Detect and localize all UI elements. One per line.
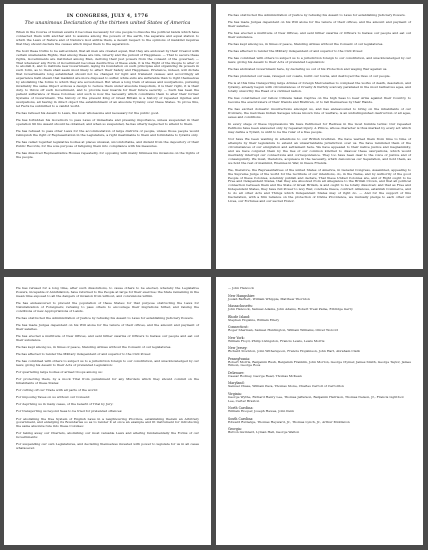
paragraph: He has made Judges dependent on his Will alone for the tenure of their offices, and the amount and payment of their salaries. [16,322,199,331]
paragraph: He has refused his Assent to Laws, the most wholesome and necessary for the public good. [16,110,160,115]
paragraph: He has excited domestic insurrections amongst us, and has endeavoured to bring on the inhabitants of our frontiers, the merciless Indian Savages whose known rule of warfare, is an undistinguished destruction of all ages, sexes and conditions. [228,107,411,120]
signer-names: — John Hancock [228,286,254,290]
paragraph: He has abdicated Government here, by declaring us out of his Protection and waging War against us. [228,67,388,72]
signer-names: Josiah Bartlett, William Whipple, Matthew Thornton [228,296,310,301]
paragraph: For depriving us in many cases, of the benefit of Trial by Jury: [16,402,114,407]
document-subheader: The unanimous Declaration of the thirteen united States of America [24,21,191,26]
state-label: Georgia: [228,427,242,432]
signer-names: Button Gwinnett, Lyman Hall, George Walton [228,430,300,435]
paragraph: He has combined with others to subject us to a jurisdiction foreign to our constitution, and unacknowledged by our laws; giving his Assent to their Acts of pretended Legislation: [16,359,199,367]
paragraph: He has erected a multitude of New Offices, and sent hither swarms of Officers to harass our people and eat out their substance. [228,31,411,39]
document-page-1 [4,4,211,269]
paragraph: He has kept among us, in times of peace, Standing Armies without the Consent of our legislatures. [228,42,384,47]
signer-names: Samuel Chase, William Paca, Thomas Stone, Charles Carroll of Carrollton [228,384,344,389]
signer-names: Caesar Rodney, George Read, Thomas McKean [228,373,302,378]
paragraph: For transporting us beyond Seas to be tried for pretended offences: [16,409,123,414]
signer-names: Roger Sherman, Samuel Huntington, William Williams, Oliver Wolcott [228,328,338,332]
paragraph: He has constrained our fellow Citizens taken Captive on the high Seas to bear Arms against their Country, to become the executioners of their friends and Brethren, or to fall themselves by their Hands. [228,96,411,105]
document-page-4 [216,277,423,545]
signer-names: Stephen Hopkins, William Ellery [228,317,280,322]
paragraph: He has affected to render the Military independent of and superior to the Civil Power. [228,49,363,54]
paragraph: He is at this time transporting large Armies of foreign Mercenaries to compleat the works of death, desolation, and tyranny, already begun with circumstances of Cruelty & Perfidy scarcely paralleled in the most barbarous ages, and totally unworthy the Head of a civilized nation. [228,81,411,94]
paragraph: He has refused to pass other Laws for the accommodation of large districts of people, unless those people would relinquish the right of Representation in the Legislature, a right inestimable to them and formidable to tyrants only. [16,128,199,137]
paragraph: For abolishing the free System of English Laws in a neighbouring Province, establishing therein an Arbitrary government, and enlarging its Boundaries so as to render it at once an example and fit instrument for introducing the same absolute rule into these Colonies: [16,416,199,429]
state-label: South Carolina: [228,416,254,421]
document-header: IN CONGRESS, JULY 4, 1776 [66,14,149,19]
paragraph: He has obstructed the Administration of Justice by refusing his Assent to Laws for establishing Judiciary Powers. [228,13,406,17]
paragraph: He has kept among us, in times of peace, Standing Armies without the Consent of our legislatures. [16,344,172,349]
signer-names: George Wythe, Richard Henry Lee, Thomas Jefferson, Benjamin Harrison, Thomas Nelson, Jr., Francis Lightfoot Lee, Carter Braxton [228,394,404,403]
state-label: Pennsylvania: [228,356,251,361]
paragraph: When in the Course of human events it becomes necessary for one people to dissolve the political bands which have connected them with another and to assume among the powers of the earth, the separate and equal station to which the Laws of Nature and of Nature's God entitle them, a decent respect to the opinions of mankind requires that they should declare the causes which impel them to the separation. [16,30,199,46]
signer-names: William Floyd, Philip Livingston, Francis Lewis, Lewis Morris [228,338,325,343]
signer-names: Robert Morris, Benjamin Rush, Benjamin Franklin, John Morton, George Clymer, James Smith, George Taylor, James Wilson, George Ross [228,359,411,368]
paragraph: For taking away our Charters, abolishing our most valuable Laws and altering fundamentally the Forms of our Governments: [16,431,199,440]
signer-names: Edward Rutledge, Thomas Heyward, Jr., Thomas Lynch, Jr., Arthur Middleton [228,419,350,424]
signer-names: John Hancock, Samuel Adams, John Adams, Robert Treat Paine, Elbridge Gerry [228,307,353,311]
state-label: Rhode Island: [228,314,251,319]
paragraph: He has combined with others to subject us to a jurisdiction foreign to our constitution, and unacknowledged by our laws; giving his Assent to their Acts of pretended Legislation: [228,56,411,65]
paragraph: He has made Judges dependent on his Will alone for the tenure of their offices, and the amount and payment of their salaries. [228,20,411,28]
state-label: Virginia: [228,391,242,396]
paragraph: He has affected to render the Military independent of and superior to the Civil Power. [16,352,151,356]
paragraph: In every stage of these Oppressions We have Petitioned for Redress in the most humble terms: Our repeated Petitions have been answered only by repeated injury. A Prince, whose character is thus marked by every act which may define a Tyrant, is unfit to be the ruler of a free people. [228,122,411,135]
paragraph: He has obstructed the Administration of Justice by refusing his Assent to Laws for establishing Judiciary Powers. [16,315,194,320]
paragraph: We, therefore, the Representatives of the united States of America, in General Congress, Assembled, appealing to the Supreme Judge of the world for the rectitude of our intentions, do, in the Name, and by Authority of the good People of these Colonies, solemnly publish and declare, That these United Colonies are, and of Right ought to be Free and Independent States, that they are Absolved from all Allegiance to the British Crown, and that all political connection between them and the State of Great Britain, is and ought to be totally dissolved; and that as Free and Independent States, they have full Power to levy War, conclude Peace, contract Alliances, establish Commerce, and to do all other Acts and Things which Independent States may of right do. — And for the support of this Declaration, with a firm reliance on the protection of Divine Providence, we mutually pledge to each other our Lives, our Fortunes and our sacred Honor. [228,167,411,203]
state-label: Connecticut: [228,325,249,329]
signer-names: William Hooper, Joseph Hewes, John Penn [228,409,295,414]
state-label: Maryland: [228,381,245,386]
paragraph: For protecting them, by a mock Trial from punishment for any Murders which they should commit on the Inhabitants of these States: [16,377,199,386]
paragraph: For quartering large bodies of armed troops among us: [16,370,103,375]
paragraph: We hold these truths to be self-evident, that all men are created equal, that they are endowed by their Creator with certain unalienable Rights, that among these are Life, Liberty and the pursuit of Happiness. — That to secure these rights, Governments are instituted among Men, deriving their just powers from the consent of the governed, — That whenever any Form of Government becomes destructive of these ends, it is the Right of the People to alter or to abolish it, and to institute new Government, laying its foundation on such principles and organizing its powers in such form, as to them shall seem most likely to effect their Safety and Happiness. Prudence, indeed, will dictate that Governments long established should not be changed for light and transient causes; and accordingly all experience hath shewn that mankind are more disposed to suffer, while evils are sufferable than to right themselves by abolishing the forms to which they are accustomed. But when a long train of abuses and usurpations, pursuing invariably the same Object evinces a design to reduce them under absolute Despotism, it is their right, it is their duty, to throw off such Government, and to provide new Guards for their future security. — Such has been the patient sufferance of these Colonies; and such is now the necessity which constrains them to alter their former Systems of Government. The history of the present King of Great Britain is a history of repeated injuries and usurpations, all having in direct object the establishment of an absolute Tyranny over these States. To prove this, let Facts be submitted to a candid world. [16,48,199,108]
state-label: New Jersey: [228,346,248,350]
paragraph: He has erected a multitude of New Offices, and sent hither swarms of Officers to harass our people and eat out their substance. [16,333,199,342]
paragraph: Nor have We been wanting in attentions to our British brethren. We have warned them from time to time of attempts by their legislature to extend an unwarrantable jurisdiction over us. We have reminded them of the circumstances of our emigration and settlement here. We have appealed to their native justice and magnanimity, and we have conjured them by the ties of our common kindred to disavow these usurpations, which would inevitably interrupt our connections and correspondence. They too have been deaf to the voice of justice and of consanguinity. We must, therefore, acquiesce in the necessity, which denounces our Separation, and hold them, as we hold the rest of mankind, Enemies in War, in Peace Friends. [228,137,411,165]
state-label: Massachusetts: [228,304,254,308]
signer-names: Richard Stockton, John Witherspoon, Francis Hopkinson, John Hart, Abraham Clark [228,349,360,353]
paragraph: He has called together legislative bodies at places unusual, uncomfortable, and distant from the depository of their Public Records, for the sole purpose of fatiguing them into compliance with his measures. [16,139,199,148]
paragraph: For cutting off our Trade with all parts of the world: [16,388,98,393]
state-label: Delaware: [228,370,245,375]
paragraph: He has forbidden his Governors to pass Laws of immediate and pressing importance, unless suspended in their operation till his Assent should be obtained; and when so suspended, he has utterly neglected to attend to them. [16,117,199,126]
paragraph: For suspending our own Legislatures, and declaring themselves invested with power to legislate for us in all cases whatsoever. [16,442,199,451]
state-label: New York: [228,335,245,340]
state-label: North Carolina: [228,406,254,411]
state-label: New Hampshire: [228,293,256,298]
paragraph: He has plundered our seas, ravaged our coasts, burnt our towns, and destroyed the lives of our people. [228,74,391,79]
paragraph: He has endeavoured to prevent the population of these States; for that purpose obstructing the Laws for Naturalization of Foreigners; refusing to pass others to encourage their migrations hither, and raising the conditions of new Appropriations of Lands. [16,300,199,313]
document-page-3 [4,277,211,545]
paragraph: For imposing Taxes on us without our Consent: [16,395,91,400]
document-page-2 [216,4,423,269]
paragraph: He has refused for a long time, after such dissolutions, to cause others to be elected, whereby the Legislative Powers, incapable of Annihilation, have returned to the People at large for their exercise; the State remaining in the mean time exposed to all the dangers of invasion from without, and convulsions within. [16,286,199,298]
paragraph: He has dissolved Representative Houses repeatedly, for opposing with manly firmness his invasions on the rights of the people. [16,150,199,159]
